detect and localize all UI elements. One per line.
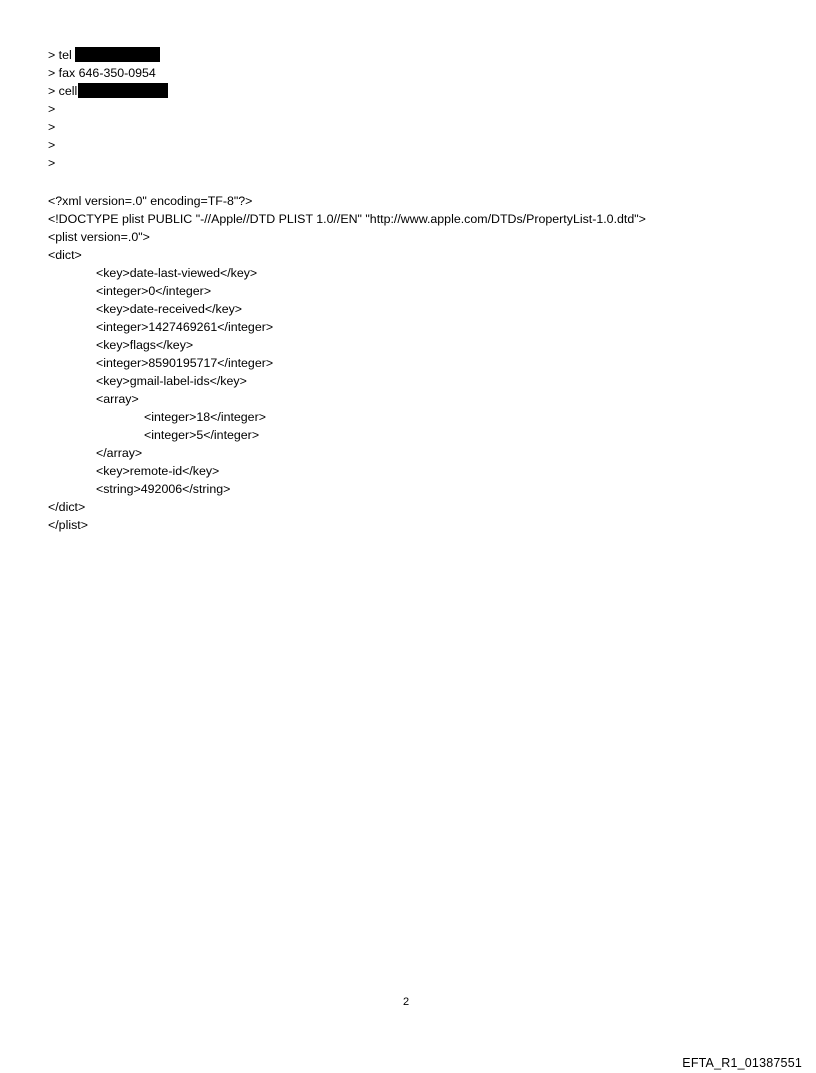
xml-value-line: <integer>1427469261</integer> xyxy=(96,320,274,334)
cell-line xyxy=(48,82,168,100)
quoted-contact-block xyxy=(48,46,168,172)
xml-key-line: <key>date-received</key> xyxy=(96,302,243,316)
xml-key-line: <key>gmail-label-ids</key> xyxy=(96,374,247,388)
fax-line: > fax 646-350-0954 xyxy=(48,66,156,80)
quote-marker: > xyxy=(48,120,56,134)
plist-close-tag: </plist> xyxy=(48,518,88,532)
page-number: 2 xyxy=(403,996,410,1008)
quote-marker: > xyxy=(48,138,56,152)
xml-array-item: <integer>5</integer> xyxy=(144,428,260,442)
xml-value-line: <integer>0</integer> xyxy=(96,284,212,298)
xml-value-line: <string>492006</string> xyxy=(96,482,231,496)
plist-xml-block xyxy=(48,192,646,534)
quote-marker: > xyxy=(48,102,56,116)
dict-close-tag: </dict> xyxy=(48,500,86,514)
xml-key-line: <key>flags</key> xyxy=(96,338,194,352)
tel-line xyxy=(48,46,168,64)
plist-open-tag: <plist version=.0"> xyxy=(48,230,150,244)
cell-label: > cell xyxy=(48,84,78,98)
redaction-bar xyxy=(75,47,160,62)
xml-key-line: <key>date-last-viewed</key> xyxy=(96,266,258,280)
xml-value-line: <integer>8590195717</integer> xyxy=(96,356,274,370)
xml-array-item: <integer>18</integer> xyxy=(144,410,266,424)
xml-declaration: <?xml version=.0" encoding=TF-8"?> xyxy=(48,194,253,208)
redaction-bar xyxy=(78,83,168,98)
document-id: EFTA_R1_01387551 xyxy=(682,1056,802,1070)
doctype-line: <!DOCTYPE plist PUBLIC "-//Apple//DTD PLIST 1.0//EN" "http://www.apple.com/DTDs/PropertyList-1.0.dtd"> xyxy=(48,212,646,226)
array-open-tag: <array> xyxy=(96,392,139,406)
dict-open-tag: <dict> xyxy=(48,248,82,262)
array-close-tag: </array> xyxy=(96,446,143,460)
quote-marker: > xyxy=(48,156,56,170)
tel-label: > tel xyxy=(48,48,72,62)
xml-key-line: <key>remote-id</key> xyxy=(96,464,220,478)
